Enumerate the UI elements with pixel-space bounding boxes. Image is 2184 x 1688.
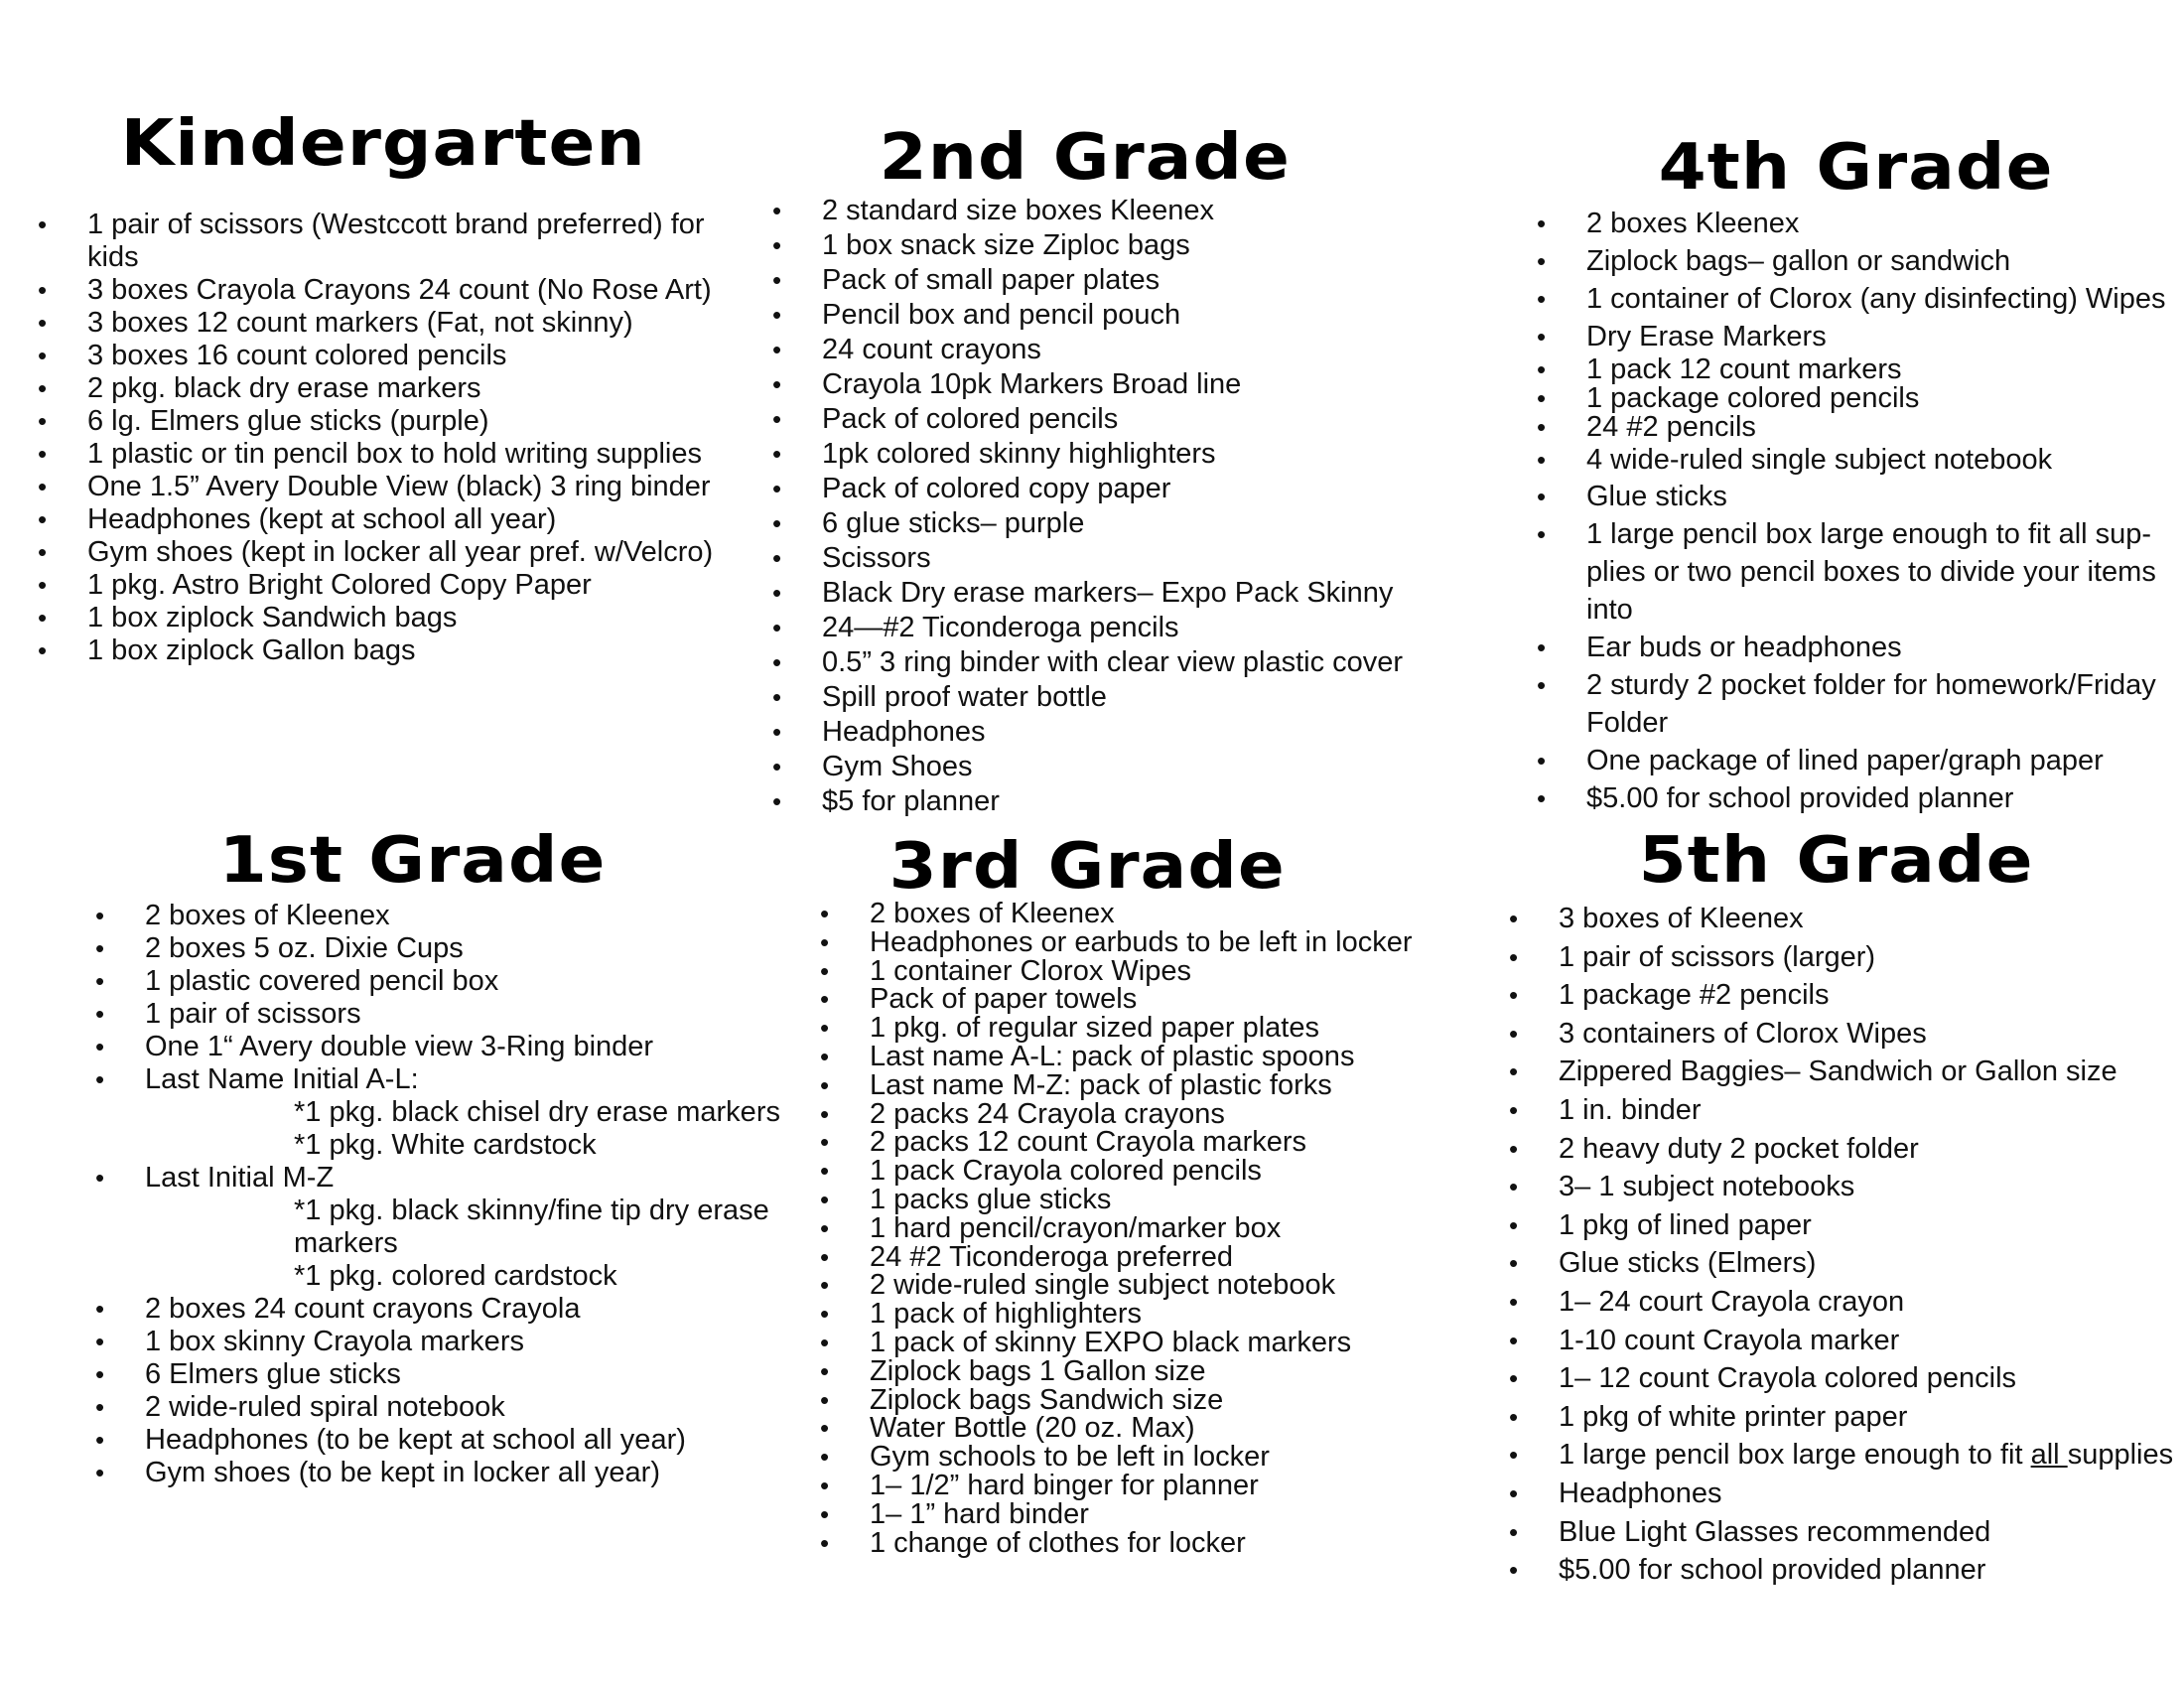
list-item-sub: *1 pkg. White cardstock (294, 1129, 597, 1161)
list-item: • Blue Light Glasses recommended (1509, 1513, 2174, 1552)
list-item: • 2 boxes of Kleenex (95, 900, 790, 932)
list-item: • Headphones (kept at school all year) (38, 503, 733, 536)
list-item: • 1 plastic covered pencil box (95, 965, 790, 998)
list-item: • 1 box skinny Crayola markers (95, 1326, 790, 1358)
list-item: • 3– 1 subject notebooks (1509, 1168, 2174, 1206)
list-item: • 1 pack of skinny EXPO black markers (820, 1329, 1455, 1357)
list-item: • 1 container of Clorox (any disinfecting) Wipes (1537, 280, 2172, 318)
list-item: • 1 pkg of white printer paper (1509, 1398, 2174, 1437)
grade5-heading: 5th Grade (1638, 824, 2034, 898)
list-item: • Pack of colored pencils (772, 402, 1428, 437)
list-item: • Pack of colored copy paper (772, 472, 1428, 506)
grade1-list (95, 900, 790, 1489)
list-item: • 6 glue sticks– purple (772, 506, 1428, 541)
fit-text-after: supplies (2067, 1439, 2174, 1472)
list-item: • 2 boxes of Kleenex (820, 900, 1455, 928)
list-item: • 24 count crayons (772, 333, 1428, 367)
grade2-heading: 2nd Grade (879, 121, 1291, 195)
list-item: • 1 box snack size Ziploc bags (772, 228, 1428, 263)
list-item: • $5.00 for school provided planner (1509, 1551, 2174, 1590)
list-item-sub: *1 pkg. colored cardstock (294, 1260, 617, 1292)
grade4-list (1537, 205, 2172, 817)
grade2-list (772, 194, 1428, 819)
grade4-heading: 4th Grade (1658, 131, 2054, 205)
list-item: • 3 containers of Clorox Wipes (1509, 1015, 2174, 1054)
list-item: • 2 boxes 24 count crayons Crayola (95, 1293, 790, 1326)
list-item: • 1 box ziplock Sandwich bags (38, 602, 733, 634)
list-item: • 24—#2 Ticonderoga pencils (772, 611, 1428, 645)
list-item: • 1 pack 12 count markers (1537, 355, 2172, 384)
list-item: • 1 pack Crayola colored pencils (820, 1157, 1455, 1186)
list-item: • 2 boxes Kleenex (1537, 205, 2172, 242)
list-item: • One 1“ Avery double view 3-Ring binder (95, 1031, 790, 1063)
list-item: • 1 package #2 pencils (1509, 976, 2174, 1015)
list-item: • 2 wide-ruled single subject notebook (820, 1271, 1455, 1300)
list-item: • 2 standard size boxes Kleenex (772, 194, 1428, 228)
list-item: • Crayola 10pk Markers Broad line (772, 367, 1428, 402)
list-item: • 1 pkg of lined paper (1509, 1206, 2174, 1245)
list-item: • 1 pkg. of regular sized paper plates (820, 1014, 1455, 1043)
list-item: • Spill proof water bottle (772, 680, 1428, 715)
grade5-list (1509, 900, 2174, 1590)
list-item-sub: *1 pkg. black skinny/fine tip dry erase markers (294, 1195, 769, 1259)
list-item: • 1 in. binder (1509, 1091, 2174, 1130)
list-item: • 1 large pencil box large enough to fit all sup-plies or two pencil boxes to divide your items into (1537, 515, 2182, 629)
grade1-heading: 1st Grade (218, 824, 607, 898)
list-item: • 3 boxes 16 count colored pencils (38, 340, 733, 372)
fit-text-before: 1 large pencil box large enough to fit (1559, 1439, 2031, 1472)
list-item: • Pack of paper towels (820, 985, 1455, 1014)
list-item: • 1pk colored skinny highlighters (772, 437, 1428, 472)
list-item: • 1 pkg. Astro Bright Colored Copy Paper (38, 569, 733, 602)
list-item: • 4 wide-ruled single subject notebook (1537, 442, 2172, 478)
list-item: • Gym shoes (kept in locker all year pref. w/Velcro) (38, 536, 733, 569)
list-item: • Pencil box and pencil pouch (772, 298, 1428, 333)
list-item: • 1– 12 count Crayola colored pencils (1509, 1359, 2174, 1398)
list-item: • 1 pair of scissors (larger) (1509, 938, 2174, 977)
kindergarten-list (38, 209, 733, 667)
list-item: • 1 packs glue sticks (820, 1186, 1455, 1214)
list-item: • $5 for planner (772, 784, 1428, 819)
kindergarten-heading: Kindergarten (120, 107, 646, 181)
list-item: • 1– 24 court Crayola crayon (1509, 1283, 2174, 1322)
list-item: • 1 container Clorox Wipes (820, 957, 1455, 986)
list-item: • Gym schools to be left in locker (820, 1443, 1455, 1472)
list-item: • 2 packs 12 count Crayola markers (820, 1128, 1455, 1157)
list-item: • Headphones (772, 715, 1428, 750)
list-item: • Last name A-L: pack of plastic spoons (820, 1043, 1455, 1071)
list-item: • 1 hard pencil/crayon/marker box (820, 1214, 1455, 1243)
list-item: • 1 change of clothes for locker (820, 1529, 1455, 1558)
list-item: • 1 box ziplock Gallon bags (38, 634, 733, 667)
list-item: • 1 pair of scissors (95, 998, 790, 1031)
list-item: • One 1.5” Avery Double View (black) 3 ring binder (38, 471, 733, 503)
list-item-sub: *1 pkg. black chisel dry erase markers (294, 1096, 780, 1128)
list-item: • 3 boxes of Kleenex (1509, 900, 2174, 938)
list-item (1509, 1436, 2174, 1475)
list-item: • 0.5” 3 ring binder with clear view plastic cover (772, 645, 1428, 680)
list-item: • Last name M-Z: pack of plastic forks (820, 1071, 1455, 1100)
fit-text-underlined: all (2030, 1439, 2068, 1472)
list-item: • Water Bottle (20 oz. Max) (820, 1414, 1455, 1443)
list-item: • Ziplock bags– gallon or sandwich (1537, 242, 2172, 280)
list-item: • Headphones (1509, 1475, 2174, 1513)
list-item: • 1 plastic or tin pencil box to hold writing supplies (38, 438, 733, 471)
list-item: • Ziplock bags 1 Gallon size (820, 1357, 1455, 1386)
list-item: • Glue sticks (1537, 478, 2172, 515)
list-item: • Gym shoes (to be kept in locker all year) (95, 1457, 790, 1489)
list-item: • 3 boxes Crayola Crayons 24 count (No Rose Art) (38, 274, 733, 307)
list-item: • 1 pack of highlighters (820, 1300, 1455, 1329)
list-item: • Ziplock bags Sandwich size (820, 1386, 1455, 1415)
grade3-list (820, 900, 1455, 1557)
list-item: • Gym Shoes (772, 750, 1428, 784)
list-item: • Headphones (to be kept at school all year) (95, 1424, 790, 1457)
list-item: • 24 #2 pencils (1537, 413, 2172, 442)
list-item: • 2 sturdy 2 pocket folder for homework/Friday Folder (1537, 666, 2182, 742)
list-item: • 6 Elmers glue sticks (95, 1358, 790, 1391)
list-item: • 1– 1” hard binder (820, 1500, 1455, 1529)
list-item: • Zippered Baggies– Sandwich or Gallon size (1509, 1053, 2174, 1091)
list-item: • 1– 1/2” hard binger for planner (820, 1472, 1455, 1500)
list-item: • 1 pair of scissors (Westccott brand preferred) for kids (38, 209, 723, 274)
list-item: • 24 #2 Ticonderoga preferred (820, 1243, 1455, 1272)
list-item: • 6 lg. Elmers glue sticks (purple) (38, 405, 733, 438)
list-item: • Pack of small paper plates (772, 263, 1428, 298)
list-item: • 2 wide-ruled spiral notebook (95, 1391, 790, 1424)
list-item: • Scissors (772, 541, 1428, 576)
list-item: • Ear buds or headphones (1537, 629, 2172, 666)
list-item: • Last Name Initial A-L: (95, 1063, 790, 1096)
list-item: • 2 heavy duty 2 pocket folder (1509, 1130, 2174, 1169)
grade3-heading: 3rd Grade (888, 830, 1286, 904)
list-item: • 2 packs 24 Crayola crayons (820, 1100, 1455, 1129)
list-item: • One package of lined paper/graph paper (1537, 742, 2172, 779)
list-item: • Headphones or earbuds to be left in locker (820, 928, 1455, 957)
list-item: • $5.00 for school provided planner (1537, 779, 2172, 817)
list-item: • Black Dry erase markers– Expo Pack Skinny (772, 576, 1428, 611)
list-item: • 1 package colored pencils (1537, 384, 2172, 413)
list-item: • 1-10 count Crayola marker (1509, 1322, 2174, 1360)
list-item: • Last Initial M-Z (95, 1162, 790, 1195)
list-item: • 2 pkg. black dry erase markers (38, 372, 733, 405)
list-item: • 2 boxes 5 oz. Dixie Cups (95, 932, 790, 965)
list-item: • Dry Erase Markers (1537, 318, 2172, 355)
list-item: • 3 boxes 12 count markers (Fat, not skinny) (38, 307, 733, 340)
list-item: • Glue sticks (Elmers) (1509, 1244, 2174, 1283)
